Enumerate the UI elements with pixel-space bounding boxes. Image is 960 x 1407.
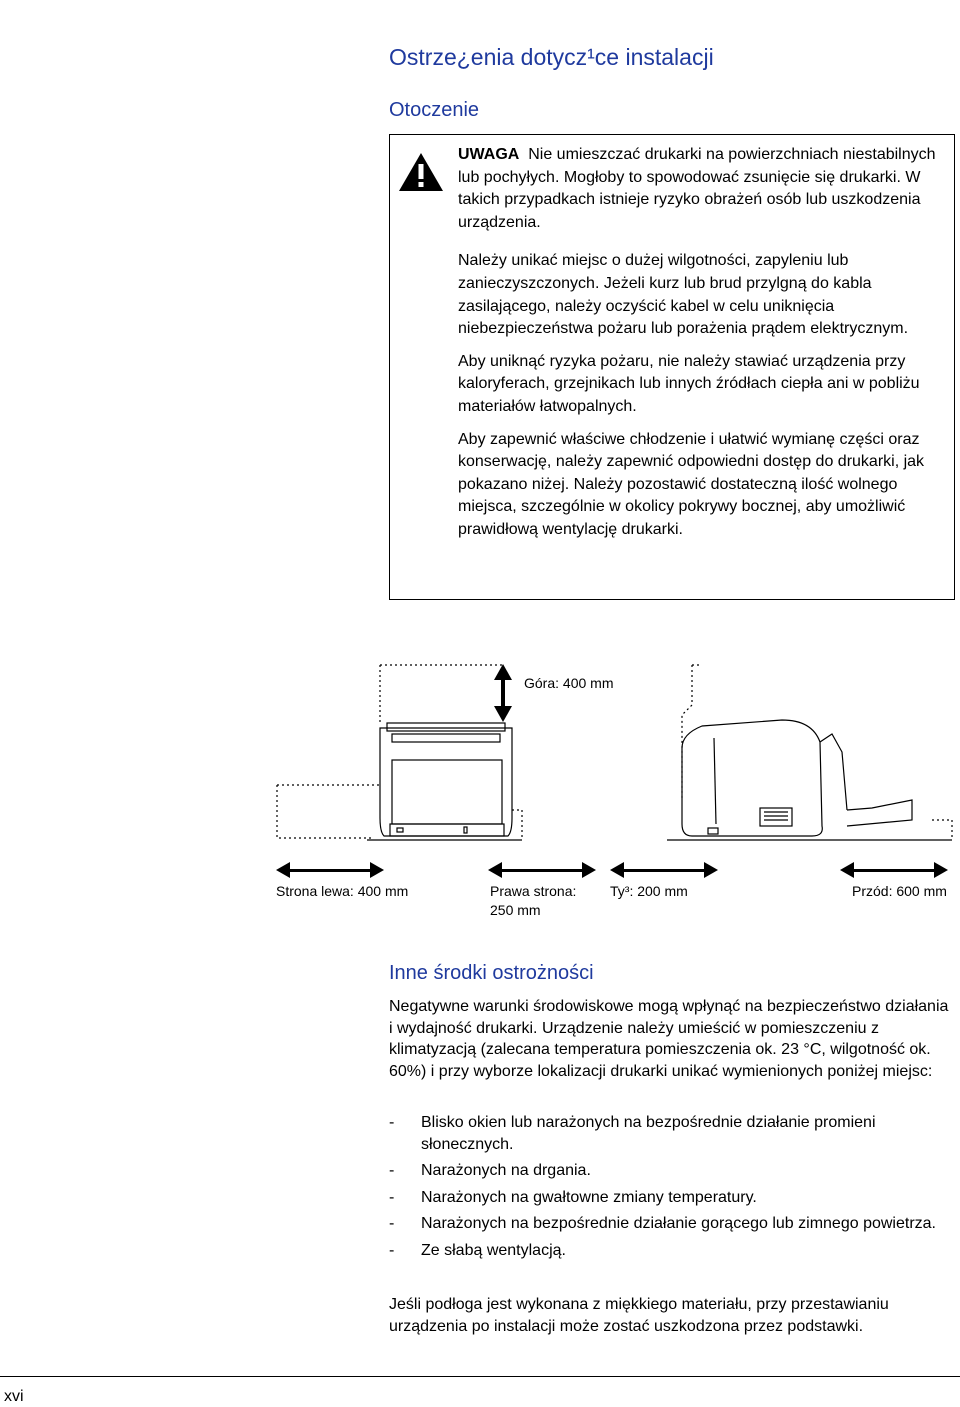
- list-item: - Narażonych na drgania.: [389, 1162, 591, 1179]
- intro-paragraph: Negatywne warunki środowiskowe mogą wpłynąć na bezpieczeństwo działania i wydajność drukarki. Urządzenie należy umieścić w pomieszczeniu z klimatyzacją (zalecana temperatura pomieszczenia ok. 23 °C, wilgotność ok. 60%) i przy wyborze lokalizacji drukarki unikać wymienionych poniżej miejsc:: [389, 998, 949, 1080]
- precautions-intro: [389, 996, 949, 1082]
- warning-label: UWAGA: [458, 146, 520, 163]
- paragraph-clearance: Aby zapewnić właściwe chłodzenie i ułatwić wymianę części oraz konserwację, należy zapewnić odpowiedni dostęp do drukarki, jak pokazano niżej. Należy pozostawić dostateczną ilość wolnego miejsca, szczególnie w okolicy pokrywy bocznej, aby umożliwić prawidłową wentylację drukarki.: [458, 430, 925, 538]
- label-front-clearance: Przód: 600 mm: [852, 883, 947, 899]
- warning-paragraph: [458, 144, 952, 234]
- closing-paragraph: Jeśli podłoga jest wykonana z miękkiego materiału, przy przestawianiu urządzenia po instalacji może zostać uszkodzona przez podstawki.: [389, 1296, 889, 1335]
- label-top-clearance: Góra: 400 mm: [524, 675, 614, 691]
- warning-text: Nie umieszczać drukarki na powierzchniach niestabilnych lub pochyłych. Mogłoby to spowodować zsunięcie się drukarki. W takich przypadkach istnieje ryzyko obrażeń osób lub uszkodzenia urządzenia.: [458, 146, 936, 231]
- page-number: xvi: [4, 1388, 24, 1405]
- paragraph-humidity: Należy unikać miejsc o dużej wilgotności, zapyleniu lub zanieczyszczonych. Jeżeli kurz lub brud przylgną do kabla zasilającego, należy oczyścić kabel w celu uniknięcia niebezpieczeństwa pożaru lub porażenia prądem elektrycznym.: [458, 252, 909, 338]
- warning-box: [389, 134, 955, 600]
- section-heading-environment: Otoczenie: [389, 99, 480, 121]
- list-item: - Ze słabą wentylacją.: [389, 1241, 566, 1259]
- label-right-clearance: Prawa strona: 250 mm: [490, 883, 577, 918]
- list-item: - Narażonych na gwałtowne zmiany temperatury.: [389, 1188, 757, 1206]
- list-item: - Narażonych na bezpośrednie działanie gorącego lub zimnego powietrza.: [389, 1215, 936, 1232]
- precautions-list: [389, 1112, 949, 1266]
- paragraph-heat: Aby uniknąć ryzyka pożaru, nie należy stawiać urządzenia przy kaloryferach, grzejnikach lub innych źródłach ciepła ani w pobliżu materiałów łatwopalnych.: [458, 352, 920, 415]
- page-title: Ostrze¿enia dotycz¹ce instalacji: [389, 44, 714, 70]
- footer-divider: [0, 1376, 960, 1377]
- list-item: - Blisko okien lub narażonych na bezpośrednie działanie promieni słonecznych.: [389, 1114, 876, 1153]
- warning-content: [458, 144, 952, 552]
- clearance-diagram: [272, 660, 960, 925]
- label-left-clearance: Strona lewa: 400 mm: [276, 883, 409, 899]
- top-clearance-arrow: [494, 664, 512, 722]
- warning-triangle-icon: [398, 152, 444, 192]
- section-heading-precautions: Inne środki ostrożności: [389, 962, 594, 984]
- label-back-clearance: Ty³: 200 mm: [610, 883, 688, 899]
